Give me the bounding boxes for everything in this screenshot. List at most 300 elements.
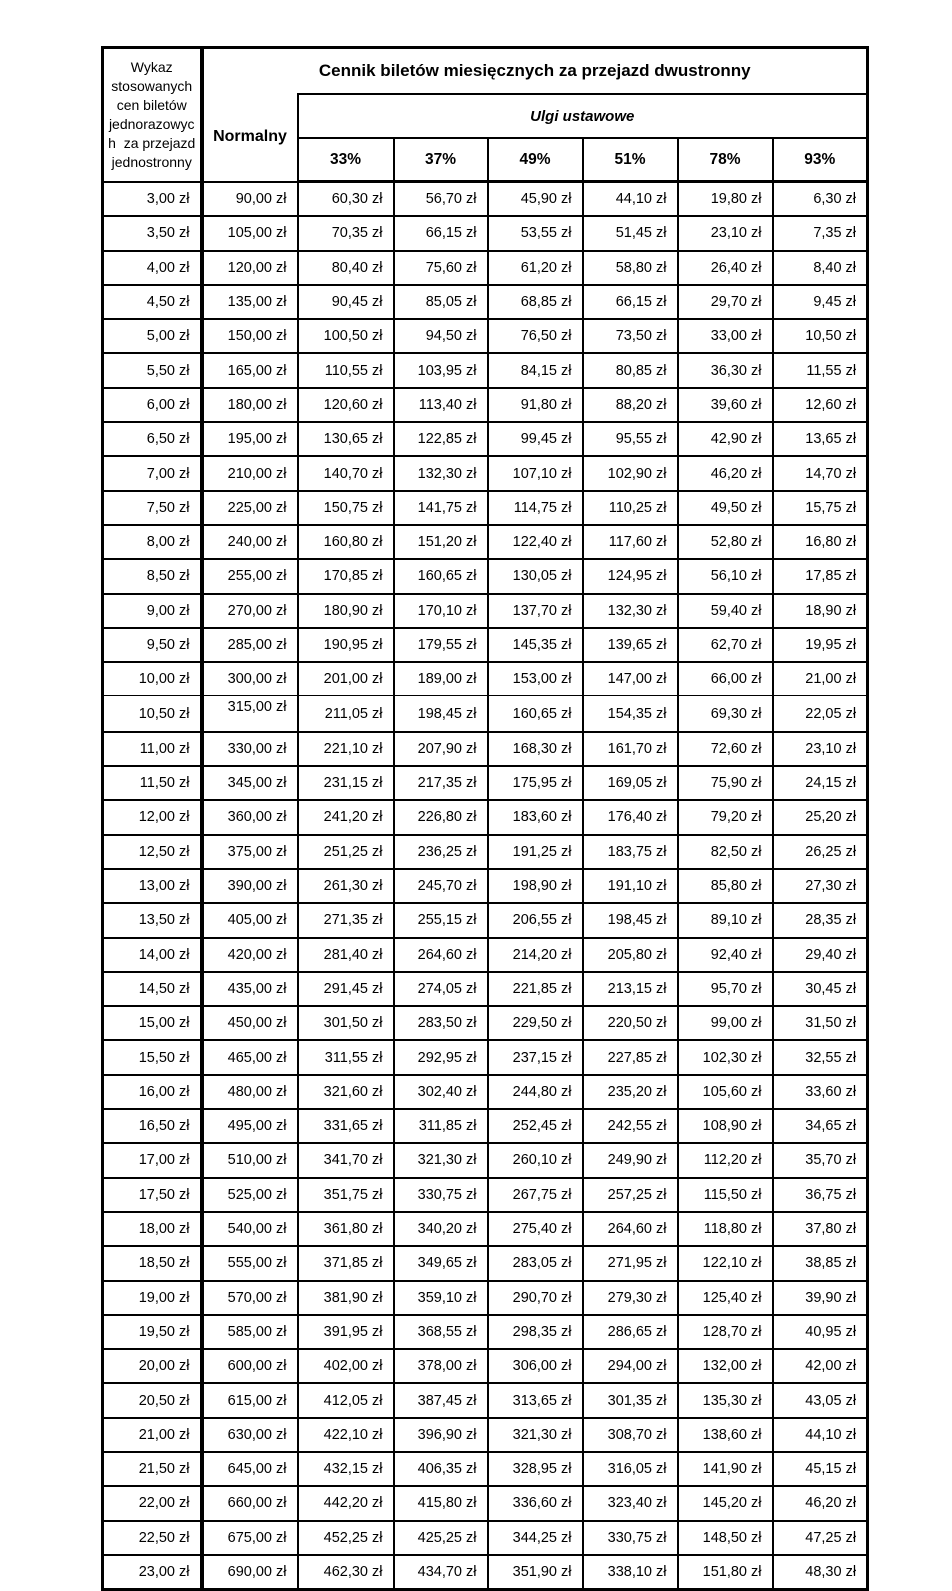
normalny-price-cell: 120,00 zł [202, 251, 298, 285]
table-row [103, 182, 868, 217]
discount-price-cell: 323,40 zł [583, 1486, 678, 1520]
discount-price-cell: 62,70 zł [678, 628, 773, 662]
normalny-price-cell: 195,00 zł [202, 422, 298, 456]
base-price-cell: 3,50 zł [103, 216, 202, 250]
table-row [103, 938, 868, 972]
discount-price-cell: 279,30 zł [583, 1281, 678, 1315]
base-price-cell: 7,50 zł [103, 491, 202, 525]
normalny-price-cell: 465,00 zł [202, 1040, 298, 1074]
base-price-cell: 22,50 zł [103, 1521, 202, 1555]
table-row [103, 1315, 868, 1349]
discount-price-cell: 359,10 zł [394, 1281, 488, 1315]
discount-price-cell: 292,95 zł [394, 1040, 488, 1074]
discount-price-cell: 43,05 zł [773, 1383, 868, 1417]
discount-price-cell: 236,25 zł [394, 835, 488, 869]
discount-price-cell: 95,55 zł [583, 422, 678, 456]
discount-price-cell: 286,65 zł [583, 1315, 678, 1349]
table-row [103, 594, 868, 628]
discount-price-cell: 37,80 zł [773, 1212, 868, 1246]
discount-price-cell: 371,85 zł [298, 1246, 394, 1280]
discount-price-cell: 66,15 zł [394, 216, 488, 250]
discount-price-cell: 128,70 zł [678, 1315, 773, 1349]
discount-price-cell: 241,20 zł [298, 800, 394, 834]
discount-price-cell: 52,80 zł [678, 525, 773, 559]
discount-price-cell: 264,60 zł [394, 938, 488, 972]
base-price-cell: 12,00 zł [103, 800, 202, 834]
discount-price-cell: 311,85 zł [394, 1109, 488, 1143]
base-price-cell: 10,00 zł [103, 662, 202, 696]
normalny-price-cell: 360,00 zł [202, 800, 298, 834]
discount-price-cell: 122,85 zł [394, 422, 488, 456]
discount-price-cell: 95,70 zł [678, 972, 773, 1006]
discount-price-cell: 72,60 zł [678, 732, 773, 766]
table-row [103, 662, 868, 696]
discount-price-cell: 76,50 zł [488, 319, 583, 353]
discount-price-cell: 102,90 zł [583, 456, 678, 490]
discount-price-cell: 170,10 zł [394, 594, 488, 628]
normalny-price-cell: 270,00 zł [202, 594, 298, 628]
discount-price-cell: 69,30 zł [678, 696, 773, 732]
discount-price-cell: 294,00 zł [583, 1349, 678, 1383]
discount-price-cell: 183,60 zł [488, 800, 583, 834]
discount-price-cell: 160,65 zł [488, 696, 583, 732]
discount-price-cell: 59,40 zł [678, 594, 773, 628]
discount-price-cell: 122,10 zł [678, 1246, 773, 1280]
base-price-cell: 11,00 zł [103, 732, 202, 766]
normalny-price-cell: 300,00 zł [202, 662, 298, 696]
discount-price-cell: 387,45 zł [394, 1383, 488, 1417]
column-header-discount-93: 93% [773, 138, 868, 182]
discount-price-cell: 105,60 zł [678, 1075, 773, 1109]
discount-price-cell: 99,00 zł [678, 1006, 773, 1040]
discount-price-cell: 36,30 zł [678, 353, 773, 387]
table-row [103, 353, 868, 387]
price-rows-section [103, 182, 868, 1590]
discount-price-cell: 138,60 zł [678, 1418, 773, 1452]
discount-price-cell: 275,40 zł [488, 1212, 583, 1246]
normalny-price-cell: 690,00 zł [202, 1555, 298, 1590]
discount-price-cell: 45,15 zł [773, 1452, 868, 1486]
discount-price-cell: 19,95 zł [773, 628, 868, 662]
discount-price-cell: 29,70 zł [678, 285, 773, 319]
discount-price-cell: 94,50 zł [394, 319, 488, 353]
base-price-cell: 7,00 zł [103, 456, 202, 490]
discount-price-cell: 132,00 zł [678, 1349, 773, 1383]
table-row [103, 285, 868, 319]
normalny-price-cell: 405,00 zł [202, 903, 298, 937]
discount-price-cell: 183,75 zł [583, 835, 678, 869]
discount-price-cell: 100,50 zł [298, 319, 394, 353]
row-header-description: Wykaz stosowanych cen biletów jednorazowyc h za przejazd jednostronny [103, 48, 202, 182]
base-price-cell: 16,50 zł [103, 1109, 202, 1143]
discount-price-cell: 150,75 zł [298, 491, 394, 525]
table-row [103, 1555, 868, 1590]
base-price-cell: 21,50 zł [103, 1452, 202, 1486]
discount-price-cell: 198,45 zł [394, 696, 488, 732]
discount-price-cell: 145,35 zł [488, 628, 583, 662]
normalny-price-cell: 180,00 zł [202, 388, 298, 422]
table-row [103, 319, 868, 353]
table-row [103, 1109, 868, 1143]
discount-price-cell: 255,15 zł [394, 903, 488, 937]
discount-price-cell: 35,70 zł [773, 1143, 868, 1177]
discount-price-cell: 27,30 zł [773, 869, 868, 903]
discount-price-cell: 271,35 zł [298, 903, 394, 937]
discount-price-cell: 23,10 zł [678, 216, 773, 250]
column-header-discount-37: 37% [394, 138, 488, 182]
discount-price-cell: 378,00 zł [394, 1349, 488, 1383]
discount-price-cell: 38,85 zł [773, 1246, 868, 1280]
discount-price-cell: 145,20 zł [678, 1486, 773, 1520]
discount-price-cell: 68,85 zł [488, 285, 583, 319]
discount-price-cell: 80,40 zł [298, 251, 394, 285]
discount-price-cell: 316,05 zł [583, 1452, 678, 1486]
discount-price-cell: 48,30 zł [773, 1555, 868, 1590]
discount-price-cell: 220,50 zł [583, 1006, 678, 1040]
normalny-price-cell: 675,00 zł [202, 1521, 298, 1555]
discount-price-cell: 361,80 zł [298, 1212, 394, 1246]
discount-price-cell: 242,55 zł [583, 1109, 678, 1143]
column-header-discount-49: 49% [488, 138, 583, 182]
discount-price-cell: 244,80 zł [488, 1075, 583, 1109]
table-row [103, 869, 868, 903]
discount-price-cell: 26,25 zł [773, 835, 868, 869]
discount-price-cell: 39,60 zł [678, 388, 773, 422]
normalny-price-cell: 330,00 zł [202, 732, 298, 766]
base-price-cell: 16,00 zł [103, 1075, 202, 1109]
discount-price-cell: 6,30 zł [773, 182, 868, 217]
discount-price-cell: 8,40 zł [773, 251, 868, 285]
discount-price-cell: 298,35 zł [488, 1315, 583, 1349]
discount-price-cell: 14,70 zł [773, 456, 868, 490]
discount-price-cell: 331,65 zł [298, 1109, 394, 1143]
base-price-cell: 21,00 zł [103, 1418, 202, 1452]
discount-price-cell: 141,75 zł [394, 491, 488, 525]
discount-price-cell: 261,30 zł [298, 869, 394, 903]
column-header-discount-51: 51% [583, 138, 678, 182]
discount-price-cell: 125,40 zł [678, 1281, 773, 1315]
discount-price-cell: 132,30 zł [394, 456, 488, 490]
base-price-cell: 8,50 zł [103, 559, 202, 593]
discount-price-cell: 75,90 zł [678, 766, 773, 800]
discount-price-cell: 12,60 zł [773, 388, 868, 422]
discount-price-cell: 328,95 zł [488, 1452, 583, 1486]
discount-price-cell: 79,20 zł [678, 800, 773, 834]
normalny-price-cell: 105,00 zł [202, 216, 298, 250]
discount-price-cell: 257,25 zł [583, 1178, 678, 1212]
discount-price-cell: 321,60 zł [298, 1075, 394, 1109]
base-price-cell: 20,00 zł [103, 1349, 202, 1383]
discount-price-cell: 301,50 zł [298, 1006, 394, 1040]
discount-price-cell: 18,90 zł [773, 594, 868, 628]
discount-price-cell: 274,05 zł [394, 972, 488, 1006]
discount-price-cell: 351,90 zł [488, 1555, 583, 1590]
discount-price-cell: 283,05 zł [488, 1246, 583, 1280]
base-price-cell: 13,50 zł [103, 903, 202, 937]
discount-price-cell: 231,15 zł [298, 766, 394, 800]
discount-price-cell: 237,15 zł [488, 1040, 583, 1074]
table-row [103, 972, 868, 1006]
discount-price-cell: 251,25 zł [298, 835, 394, 869]
table-row [103, 1040, 868, 1074]
discount-price-cell: 160,65 zł [394, 559, 488, 593]
table-row [103, 388, 868, 422]
price-table [101, 46, 869, 1591]
discount-price-cell: 42,00 zł [773, 1349, 868, 1383]
normalny-price-cell: 540,00 zł [202, 1212, 298, 1246]
discount-price-cell: 198,90 zł [488, 869, 583, 903]
table-row [103, 1349, 868, 1383]
normalny-price-cell: 375,00 zł [202, 835, 298, 869]
normalny-price-cell: 210,00 zł [202, 456, 298, 490]
discount-price-cell: 10,50 zł [773, 319, 868, 353]
discount-price-cell: 9,45 zł [773, 285, 868, 319]
discount-price-cell: 47,25 zł [773, 1521, 868, 1555]
normalny-price-cell: 285,00 zł [202, 628, 298, 662]
discount-price-cell: 99,45 zł [488, 422, 583, 456]
table-title: Cennik biletów miesięcznych za przejazd dwustronny [202, 48, 868, 95]
discount-price-cell: 462,30 zł [298, 1555, 394, 1590]
discount-price-cell: 306,00 zł [488, 1349, 583, 1383]
discount-price-cell: 118,80 zł [678, 1212, 773, 1246]
discount-price-cell: 402,00 zł [298, 1349, 394, 1383]
discount-price-cell: 7,35 zł [773, 216, 868, 250]
discount-price-cell: 29,40 zł [773, 938, 868, 972]
base-price-cell: 9,00 zł [103, 594, 202, 628]
discount-price-cell: 207,90 zł [394, 732, 488, 766]
base-price-cell: 8,00 zł [103, 525, 202, 559]
discount-price-cell: 344,25 zł [488, 1521, 583, 1555]
normalny-price-cell: 390,00 zł [202, 869, 298, 903]
discount-price-cell: 191,25 zł [488, 835, 583, 869]
table-row [103, 216, 868, 250]
table-row [103, 1418, 868, 1452]
table-row [103, 1486, 868, 1520]
discount-price-cell: 425,25 zł [394, 1521, 488, 1555]
discount-price-cell: 147,00 zł [583, 662, 678, 696]
discount-price-cell: 189,00 zł [394, 662, 488, 696]
table-row [103, 525, 868, 559]
base-price-cell: 17,00 zł [103, 1143, 202, 1177]
base-price-cell: 15,00 zł [103, 1006, 202, 1040]
discount-price-cell: 206,55 zł [488, 903, 583, 937]
discount-price-cell: 73,50 zł [583, 319, 678, 353]
base-price-cell: 4,50 zł [103, 285, 202, 319]
table-row [103, 1178, 868, 1212]
discount-price-cell: 112,20 zł [678, 1143, 773, 1177]
normalny-price-cell: 600,00 zł [202, 1349, 298, 1383]
discount-price-cell: 148,50 zł [678, 1521, 773, 1555]
normalny-price-cell: 420,00 zł [202, 938, 298, 972]
header-row-title [103, 48, 868, 95]
discount-price-cell: 130,05 zł [488, 559, 583, 593]
discount-price-cell: 61,20 zł [488, 251, 583, 285]
discount-price-cell: 235,20 zł [583, 1075, 678, 1109]
discount-price-cell: 412,05 zł [298, 1383, 394, 1417]
base-price-cell: 3,00 zł [103, 182, 202, 217]
table-row [103, 456, 868, 490]
discount-price-cell: 24,15 zł [773, 766, 868, 800]
discount-price-cell: 51,45 zł [583, 216, 678, 250]
discount-price-cell: 84,15 zł [488, 353, 583, 387]
discount-price-cell: 34,65 zł [773, 1109, 868, 1143]
normalny-price-cell: 555,00 zł [202, 1246, 298, 1280]
discount-price-cell: 58,80 zł [583, 251, 678, 285]
discount-price-cell: 130,65 zł [298, 422, 394, 456]
discount-price-cell: 176,40 zł [583, 800, 678, 834]
discount-price-cell: 221,85 zł [488, 972, 583, 1006]
discount-price-cell: 226,80 zł [394, 800, 488, 834]
discount-price-cell: 139,65 zł [583, 628, 678, 662]
discount-price-cell: 15,75 zł [773, 491, 868, 525]
discount-price-cell: 290,70 zł [488, 1281, 583, 1315]
table-row [103, 628, 868, 662]
discount-price-cell: 124,95 zł [583, 559, 678, 593]
normalny-price-cell: 510,00 zł [202, 1143, 298, 1177]
discount-price-cell: 211,05 zł [298, 696, 394, 732]
normalny-price-cell: 585,00 zł [202, 1315, 298, 1349]
table-row [103, 1521, 868, 1555]
discount-price-cell: 169,05 zł [583, 766, 678, 800]
discount-price-cell: 56,70 zł [394, 182, 488, 217]
discount-price-cell: 30,45 zł [773, 972, 868, 1006]
base-price-cell: 14,50 zł [103, 972, 202, 1006]
discount-price-cell: 85,05 zł [394, 285, 488, 319]
normalny-price-cell: 525,00 zł [202, 1178, 298, 1212]
discount-price-cell: 17,85 zł [773, 559, 868, 593]
table-row [103, 835, 868, 869]
discount-price-cell: 452,25 zł [298, 1521, 394, 1555]
table-row [103, 1246, 868, 1280]
base-price-cell: 22,00 zł [103, 1486, 202, 1520]
base-price-cell: 12,50 zł [103, 835, 202, 869]
table-row [103, 422, 868, 456]
normalny-price-cell: 450,00 zł [202, 1006, 298, 1040]
discount-price-cell: 56,10 zł [678, 559, 773, 593]
discount-price-cell: 28,35 zł [773, 903, 868, 937]
column-header-normalny: Normalny [202, 94, 298, 182]
table-row [103, 251, 868, 285]
discount-price-cell: 88,20 zł [583, 388, 678, 422]
discount-price-cell: 321,30 zł [488, 1418, 583, 1452]
base-price-cell: 11,50 zł [103, 766, 202, 800]
discount-price-cell: 33,00 zł [678, 319, 773, 353]
discount-price-cell: 21,00 zł [773, 662, 868, 696]
discount-price-cell: 252,45 zł [488, 1109, 583, 1143]
discount-price-cell: 180,90 zł [298, 594, 394, 628]
column-header-ulgi: Ulgi ustawowe [298, 94, 868, 138]
discount-price-cell: 39,90 zł [773, 1281, 868, 1315]
normalny-price-cell: 435,00 zł [202, 972, 298, 1006]
discount-price-cell: 160,80 zł [298, 525, 394, 559]
table-row [103, 903, 868, 937]
discount-price-cell: 381,90 zł [298, 1281, 394, 1315]
discount-price-cell: 217,35 zł [394, 766, 488, 800]
table-row [103, 1212, 868, 1246]
discount-price-cell: 308,70 zł [583, 1418, 678, 1452]
base-price-cell: 10,50 zł [103, 696, 202, 732]
discount-price-cell: 260,10 zł [488, 1143, 583, 1177]
discount-price-cell: 120,60 zł [298, 388, 394, 422]
column-header-discount-78: 78% [678, 138, 773, 182]
discount-price-cell: 432,15 zł [298, 1452, 394, 1486]
discount-price-cell: 229,50 zł [488, 1006, 583, 1040]
discount-price-cell: 25,20 zł [773, 800, 868, 834]
discount-price-cell: 46,20 zł [678, 456, 773, 490]
normalny-price-cell: 150,00 zł [202, 319, 298, 353]
discount-price-cell: 45,90 zł [488, 182, 583, 217]
normalny-price-cell: 645,00 zł [202, 1452, 298, 1486]
base-price-cell: 23,00 zł [103, 1555, 202, 1590]
discount-price-cell: 92,40 zł [678, 938, 773, 972]
base-price-cell: 14,00 zł [103, 938, 202, 972]
normalny-price-cell: 90,00 zł [202, 182, 298, 217]
table-row [103, 732, 868, 766]
table-row [103, 1143, 868, 1177]
discount-price-cell: 49,50 zł [678, 491, 773, 525]
discount-price-cell: 191,10 zł [583, 869, 678, 903]
discount-price-cell: 340,20 zł [394, 1212, 488, 1246]
base-price-cell: 17,50 zł [103, 1178, 202, 1212]
discount-price-cell: 16,80 zł [773, 525, 868, 559]
table-row [103, 1383, 868, 1417]
discount-price-cell: 341,70 zł [298, 1143, 394, 1177]
discount-price-cell: 53,55 zł [488, 216, 583, 250]
normalny-price-cell: 255,00 zł [202, 559, 298, 593]
discount-price-cell: 154,35 zł [583, 696, 678, 732]
table-row [103, 766, 868, 800]
discount-price-cell: 271,95 zł [583, 1246, 678, 1280]
discount-price-cell: 135,30 zł [678, 1383, 773, 1417]
normalny-price-cell: 315,00 zł [202, 696, 298, 732]
discount-price-cell: 11,55 zł [773, 353, 868, 387]
base-price-cell: 9,50 zł [103, 628, 202, 662]
table-row [103, 491, 868, 525]
discount-price-cell: 151,80 zł [678, 1555, 773, 1590]
discount-price-cell: 89,10 zł [678, 903, 773, 937]
discount-price-cell: 249,90 zł [583, 1143, 678, 1177]
discount-price-cell: 336,60 zł [488, 1486, 583, 1520]
discount-price-cell: 321,30 zł [394, 1143, 488, 1177]
discount-price-cell: 168,30 zł [488, 732, 583, 766]
discount-price-cell: 391,95 zł [298, 1315, 394, 1349]
discount-price-cell: 117,60 zł [583, 525, 678, 559]
table-row [103, 1075, 868, 1109]
discount-price-cell: 406,35 zł [394, 1452, 488, 1486]
base-price-cell: 19,50 zł [103, 1315, 202, 1349]
discount-price-cell: 434,70 zł [394, 1555, 488, 1590]
discount-price-cell: 31,50 zł [773, 1006, 868, 1040]
discount-price-cell: 281,40 zł [298, 938, 394, 972]
discount-price-cell: 151,20 zł [394, 525, 488, 559]
discount-price-cell: 422,10 zł [298, 1418, 394, 1452]
discount-price-cell: 60,30 zł [298, 182, 394, 217]
discount-price-cell: 32,55 zł [773, 1040, 868, 1074]
normalny-price-cell: 225,00 zł [202, 491, 298, 525]
discount-price-cell: 214,20 zł [488, 938, 583, 972]
discount-price-cell: 110,55 zł [298, 353, 394, 387]
discount-price-cell: 46,20 zł [773, 1486, 868, 1520]
discount-price-cell: 213,15 zł [583, 972, 678, 1006]
discount-price-cell: 66,00 zł [678, 662, 773, 696]
column-header-discount-33: 33% [298, 138, 394, 182]
discount-price-cell: 330,75 zł [583, 1521, 678, 1555]
discount-price-cell: 311,55 zł [298, 1040, 394, 1074]
table-row [103, 1281, 868, 1315]
discount-price-cell: 42,90 zł [678, 422, 773, 456]
header-row-groups [103, 94, 868, 138]
discount-price-cell: 368,55 zł [394, 1315, 488, 1349]
